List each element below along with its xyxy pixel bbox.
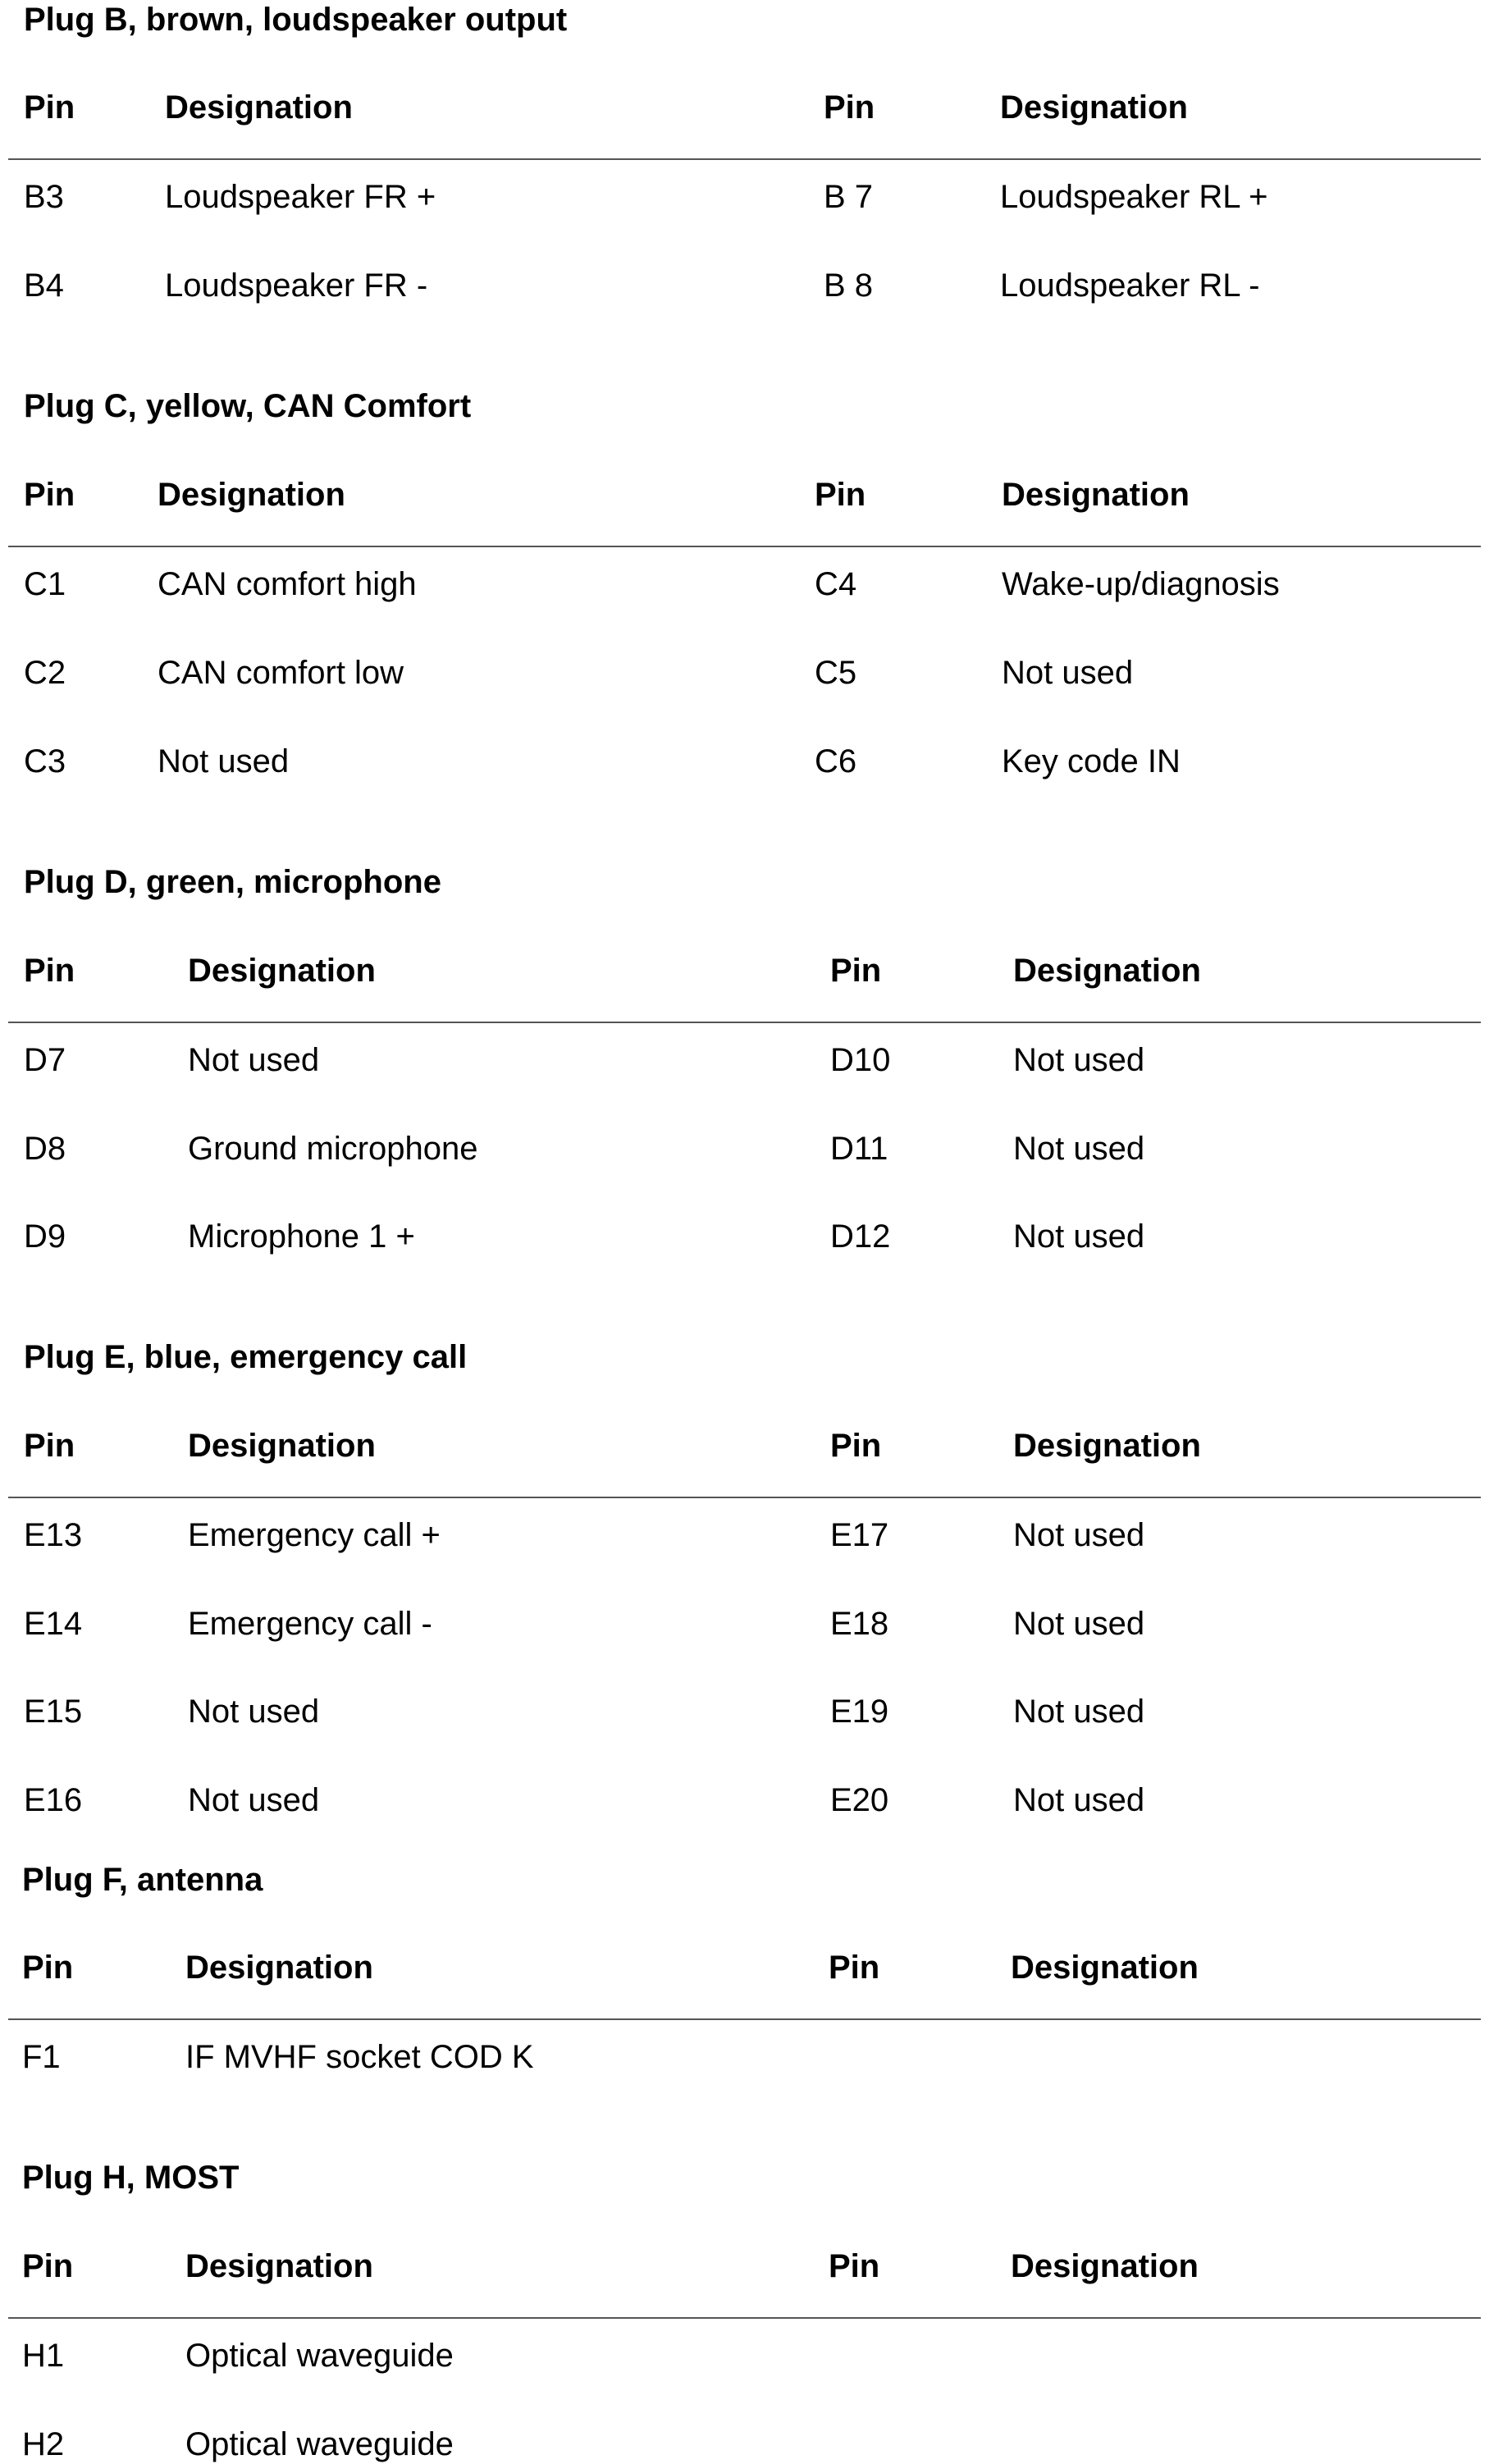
designation-cell: CAN comfort low xyxy=(158,655,404,691)
designation-cell: Loudspeaker FR + xyxy=(165,179,436,215)
designation-cell: Emergency call - xyxy=(188,1606,432,1642)
designation-cell: Key code IN xyxy=(1002,743,1181,779)
header-designation-1: Designation xyxy=(188,1428,376,1464)
pin-cell: C4 xyxy=(815,566,857,602)
designation-cell: IF MVHF socket COD K xyxy=(185,2039,534,2075)
designation-cell: Optical waveguide xyxy=(185,2338,454,2374)
pin-cell: E15 xyxy=(24,1694,83,1730)
header-pin-2: Pin xyxy=(824,89,875,126)
header-designation-1: Designation xyxy=(158,477,345,513)
designation-cell: CAN comfort high xyxy=(158,566,417,602)
header-designation-2: Designation xyxy=(1000,89,1188,126)
designation-cell: Loudspeaker RL - xyxy=(1000,267,1260,304)
header-pin-2: Pin xyxy=(829,2248,880,2284)
designation-cell: Not used xyxy=(1013,1131,1145,1167)
header-pin-1: Pin xyxy=(24,89,75,126)
designation-cell: Not used xyxy=(1013,1694,1145,1730)
header-designation-2: Designation xyxy=(1002,477,1190,513)
pin-cell: D11 xyxy=(830,1131,888,1167)
header-designation-2: Designation xyxy=(1013,1428,1201,1464)
designation-cell: Not used xyxy=(1013,1606,1145,1642)
header-designation-2: Designation xyxy=(1011,1950,1199,1986)
pin-cell: E20 xyxy=(830,1782,889,1818)
pin-cell: B 7 xyxy=(824,179,874,215)
header-pin-1: Pin xyxy=(24,953,75,989)
header-designation-2: Designation xyxy=(1011,2248,1199,2284)
header-designation-1: Designation xyxy=(188,953,376,989)
designation-cell: Not used xyxy=(158,743,290,779)
pin-cell: C2 xyxy=(24,655,66,691)
pin-cell: D7 xyxy=(24,1042,66,1078)
section-title: Plug D, green, microphone xyxy=(24,864,441,900)
pin-cell: E14 xyxy=(24,1606,83,1642)
section-title: Plug E, blue, emergency call xyxy=(24,1339,468,1375)
header-pin-1: Pin xyxy=(22,2248,74,2284)
pin-cell: H2 xyxy=(22,2426,65,2462)
header-designation-1: Designation xyxy=(165,89,353,126)
pin-cell: D8 xyxy=(24,1131,66,1167)
designation-cell: Not used xyxy=(188,1782,320,1818)
header-pin-2: Pin xyxy=(829,1950,880,1986)
designation-cell: Ground microphone xyxy=(188,1131,478,1167)
designation-cell: Not used xyxy=(188,1042,320,1078)
section-title: Plug F, antenna xyxy=(22,1862,263,1898)
designation-cell: Not used xyxy=(1002,655,1134,691)
pin-cell: C6 xyxy=(815,743,857,779)
designation-cell: Not used xyxy=(1013,1042,1145,1078)
designation-cell: Microphone 1 + xyxy=(188,1218,415,1255)
header-divider xyxy=(8,2018,1481,2020)
pin-cell: E18 xyxy=(830,1606,889,1642)
pin-cell: E17 xyxy=(830,1517,889,1553)
header-pin-2: Pin xyxy=(815,477,866,513)
designation-cell: Not used xyxy=(188,1694,320,1730)
header-pin-2: Pin xyxy=(830,1428,882,1464)
pin-cell: C3 xyxy=(24,743,66,779)
pin-cell: B 8 xyxy=(824,267,874,304)
designation-cell: Loudspeaker RL + xyxy=(1000,179,1268,215)
pin-cell: D10 xyxy=(830,1042,891,1078)
pin-cell: E16 xyxy=(24,1782,83,1818)
pin-cell: E13 xyxy=(24,1517,83,1553)
header-pin-1: Pin xyxy=(24,477,75,513)
header-divider xyxy=(8,546,1481,547)
designation-cell: Wake-up/diagnosis xyxy=(1002,566,1280,602)
pin-cell: D9 xyxy=(24,1218,66,1255)
pin-cell: B4 xyxy=(24,267,64,304)
pin-cell: C5 xyxy=(815,655,857,691)
header-divider xyxy=(8,1497,1481,1498)
section-title: Plug H, MOST xyxy=(22,2160,240,2196)
header-designation-1: Designation xyxy=(185,2248,373,2284)
section-title: Plug B, brown, loudspeaker output xyxy=(24,2,568,38)
pin-cell: D12 xyxy=(830,1218,891,1255)
section-title: Plug C, yellow, CAN Comfort xyxy=(24,388,472,424)
designation-cell: Emergency call + xyxy=(188,1517,441,1553)
designation-cell: Not used xyxy=(1013,1517,1145,1553)
pin-cell: H1 xyxy=(22,2338,65,2374)
designation-cell: Optical waveguide xyxy=(185,2426,454,2462)
header-pin-2: Pin xyxy=(830,953,882,989)
header-designation-1: Designation xyxy=(185,1950,373,1986)
designation-cell: Loudspeaker FR - xyxy=(165,267,428,304)
designation-cell: Not used xyxy=(1013,1218,1145,1255)
pin-cell: B3 xyxy=(24,179,64,215)
header-divider xyxy=(8,2317,1481,2319)
designation-cell: Not used xyxy=(1013,1782,1145,1818)
pin-cell: F1 xyxy=(22,2039,61,2075)
header-designation-2: Designation xyxy=(1013,953,1201,989)
pin-cell: C1 xyxy=(24,566,66,602)
header-pin-1: Pin xyxy=(22,1950,74,1986)
header-divider xyxy=(8,1022,1481,1023)
header-pin-1: Pin xyxy=(24,1428,75,1464)
pin-cell: E19 xyxy=(830,1694,889,1730)
header-divider xyxy=(8,158,1481,160)
